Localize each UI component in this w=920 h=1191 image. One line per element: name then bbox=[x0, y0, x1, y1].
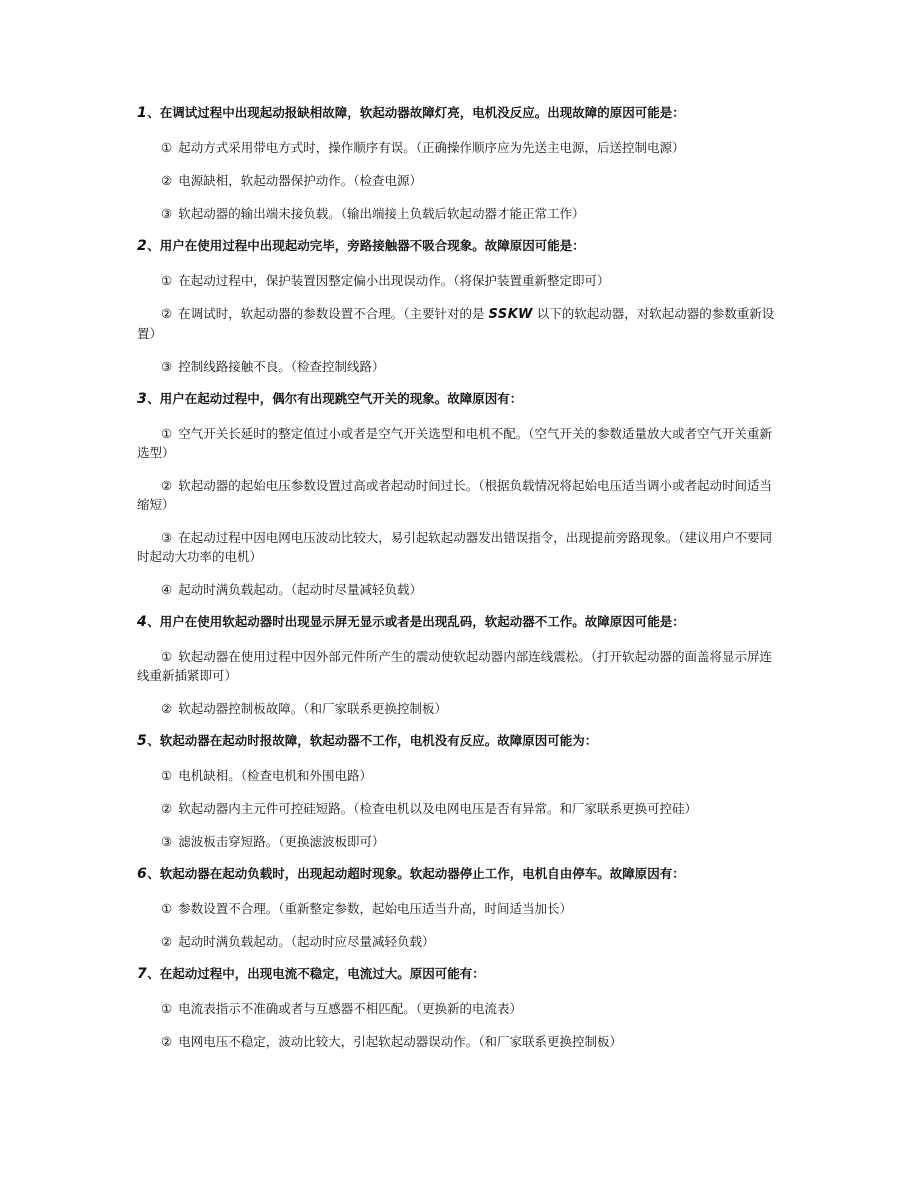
item-text: 软起动器的起始电压参数设置过高或者起动时间过长。（根据负载情况将起始电压适当调小或者起动时间适当缩短） bbox=[137, 478, 772, 512]
section-number: 2 bbox=[137, 238, 148, 254]
section-number: 4 bbox=[137, 614, 148, 630]
item-marker: ③ bbox=[161, 359, 173, 374]
list-item bbox=[137, 999, 777, 1018]
section-title: 、用户在使用过程中出现起动完毕，旁路接触器不吸合现象。故障原因可能是： bbox=[147, 238, 585, 253]
section-heading bbox=[137, 613, 777, 631]
item-text: 软起动器的输出端未接负载。（输出端接上负载后软起动器才能正常工作） bbox=[178, 206, 585, 221]
list-item bbox=[137, 899, 777, 918]
section-heading bbox=[137, 390, 777, 408]
item-marker: ① bbox=[161, 649, 173, 664]
item-text: 软起动器在使用过程中因外部元件所产生的震动使软起动器内部连线震松。（打开软起动器的面盖将显示屏连线重新插紧即可） bbox=[137, 649, 772, 683]
list-item bbox=[137, 647, 777, 685]
item-marker: ③ bbox=[161, 834, 173, 849]
item-marker: ④ bbox=[161, 582, 173, 597]
section-heading bbox=[137, 732, 777, 750]
item-text: 电源缺相，软起动器保护动作。（检查电源） bbox=[178, 173, 422, 188]
section-title: 、软起动器在起动时报故障，软起动器不工作，电机没有反应。故障原因可能为： bbox=[147, 733, 598, 748]
section-title: 、用户在使用软起动器时出现显示屏无显示或者是出现乱码，软起动器不工作。故障原因可能是： bbox=[147, 614, 685, 629]
item-marker: ② bbox=[161, 801, 173, 816]
item-text: 滤波板击穿短路。（更换滤波板即可） bbox=[178, 834, 385, 849]
list-item bbox=[137, 171, 777, 190]
section-number: 5 bbox=[137, 733, 148, 749]
item-text: 起动时满负载起动。（起动时应尽量减轻负载） bbox=[178, 934, 435, 949]
item-text: 控制线路接触不良。（检查控制线路） bbox=[178, 359, 385, 374]
list-item bbox=[137, 832, 777, 851]
item-text: 起动时满负载起动。（起动时尽量减轻负载） bbox=[178, 582, 422, 597]
item-text: 起动方式采用带电方式时，操作顺序有误。（正确操作顺序应为先送主电源，后送控制电源） bbox=[178, 140, 685, 155]
list-item bbox=[137, 528, 777, 566]
item-marker: ① bbox=[161, 1001, 173, 1016]
item-text: 在调试时，软起动器的参数设置不合理。（主要针对的是 bbox=[178, 306, 485, 321]
item-marker: ② bbox=[161, 701, 173, 716]
section-number: 7 bbox=[137, 966, 148, 982]
list-item bbox=[137, 476, 777, 514]
item-text: 在起动过程中因电网电压波动比较大，易引起软起动器发出错误指令，出现提前旁路现象。（建议用户不要同时起动大功率的电机） bbox=[137, 530, 772, 564]
section-title: 、在起动过程中，出现电流不稳定，电流过大。原因可能有： bbox=[147, 966, 485, 981]
item-text: 电网电压不稳定，波动比较大，引起软起动器误动作。（和厂家联系更换控制板） bbox=[178, 1034, 622, 1049]
section-title: 、在调试过程中出现起动报缺相故障，软起动器故障灯亮，电机没反应。出现故障的原因可能是： bbox=[147, 105, 685, 120]
section-number: 6 bbox=[137, 866, 148, 882]
section-number: 1 bbox=[137, 105, 148, 121]
section-title: 、用户在起动过程中，偶尔有出现跳空气开关的现象。故障原因有： bbox=[147, 391, 523, 406]
item-marker: ① bbox=[161, 426, 173, 441]
section-heading bbox=[137, 237, 777, 255]
item-marker: ① bbox=[161, 273, 173, 288]
item-marker: ② bbox=[161, 934, 173, 949]
item-marker: ① bbox=[161, 140, 173, 155]
item-marker: ① bbox=[161, 768, 173, 783]
item-marker: ③ bbox=[161, 206, 173, 221]
list-item bbox=[137, 699, 777, 718]
item-text: 以下的软起动器，对软起动器的参数重新设置） bbox=[137, 306, 775, 341]
list-item bbox=[137, 304, 777, 343]
item-text: 软起动器内主元件可控硅短路。（检查电机以及电网电压是否有异常。和厂家联系更换可控硅） bbox=[178, 801, 697, 816]
list-item bbox=[137, 204, 777, 223]
list-item bbox=[137, 1032, 777, 1051]
list-item bbox=[137, 766, 777, 785]
list-item bbox=[137, 424, 777, 462]
section-number: 3 bbox=[137, 391, 148, 407]
list-item bbox=[137, 138, 777, 157]
item-text: 电机缺相。（检查电机和外围电路） bbox=[178, 768, 372, 783]
item-marker: ② bbox=[161, 306, 173, 321]
item-marker: ② bbox=[161, 1034, 173, 1049]
item-text: 空气开关长延时的整定值过小或者是空气开关选型和电机不配。（空气开关的参数适量放大或者空气开关重新选型） bbox=[137, 426, 772, 460]
list-item bbox=[137, 799, 777, 818]
list-item bbox=[137, 580, 777, 599]
item-marker: ③ bbox=[161, 530, 173, 545]
list-item bbox=[137, 357, 777, 376]
section-title: 、软起动器在起动负载时，出现起动超时现象。软起动器停止工作，电机自由停车。故障原因有： bbox=[147, 866, 685, 881]
list-item bbox=[137, 932, 777, 951]
section-heading bbox=[137, 865, 777, 883]
item-text: 电流表指示不准确或者与互感器不相匹配。（更换新的电流表） bbox=[178, 1001, 522, 1016]
list-item bbox=[137, 271, 777, 290]
section-heading bbox=[137, 965, 777, 983]
item-text: 在起动过程中，保护装置因整定偏小出现误动作。（将保护装置重新整定即可） bbox=[178, 273, 610, 288]
model-code: SSKW bbox=[488, 307, 533, 322]
item-text: 软起动器控制板故障。（和厂家联系更换控制板） bbox=[178, 701, 447, 716]
section-heading bbox=[137, 104, 777, 122]
item-marker: ① bbox=[161, 901, 173, 916]
item-marker: ② bbox=[161, 478, 173, 493]
item-text: 参数设置不合理。（重新整定参数，起始电压适当升高，时间适当加长） bbox=[178, 901, 572, 916]
document-body bbox=[137, 104, 777, 1065]
item-marker: ② bbox=[161, 173, 173, 188]
